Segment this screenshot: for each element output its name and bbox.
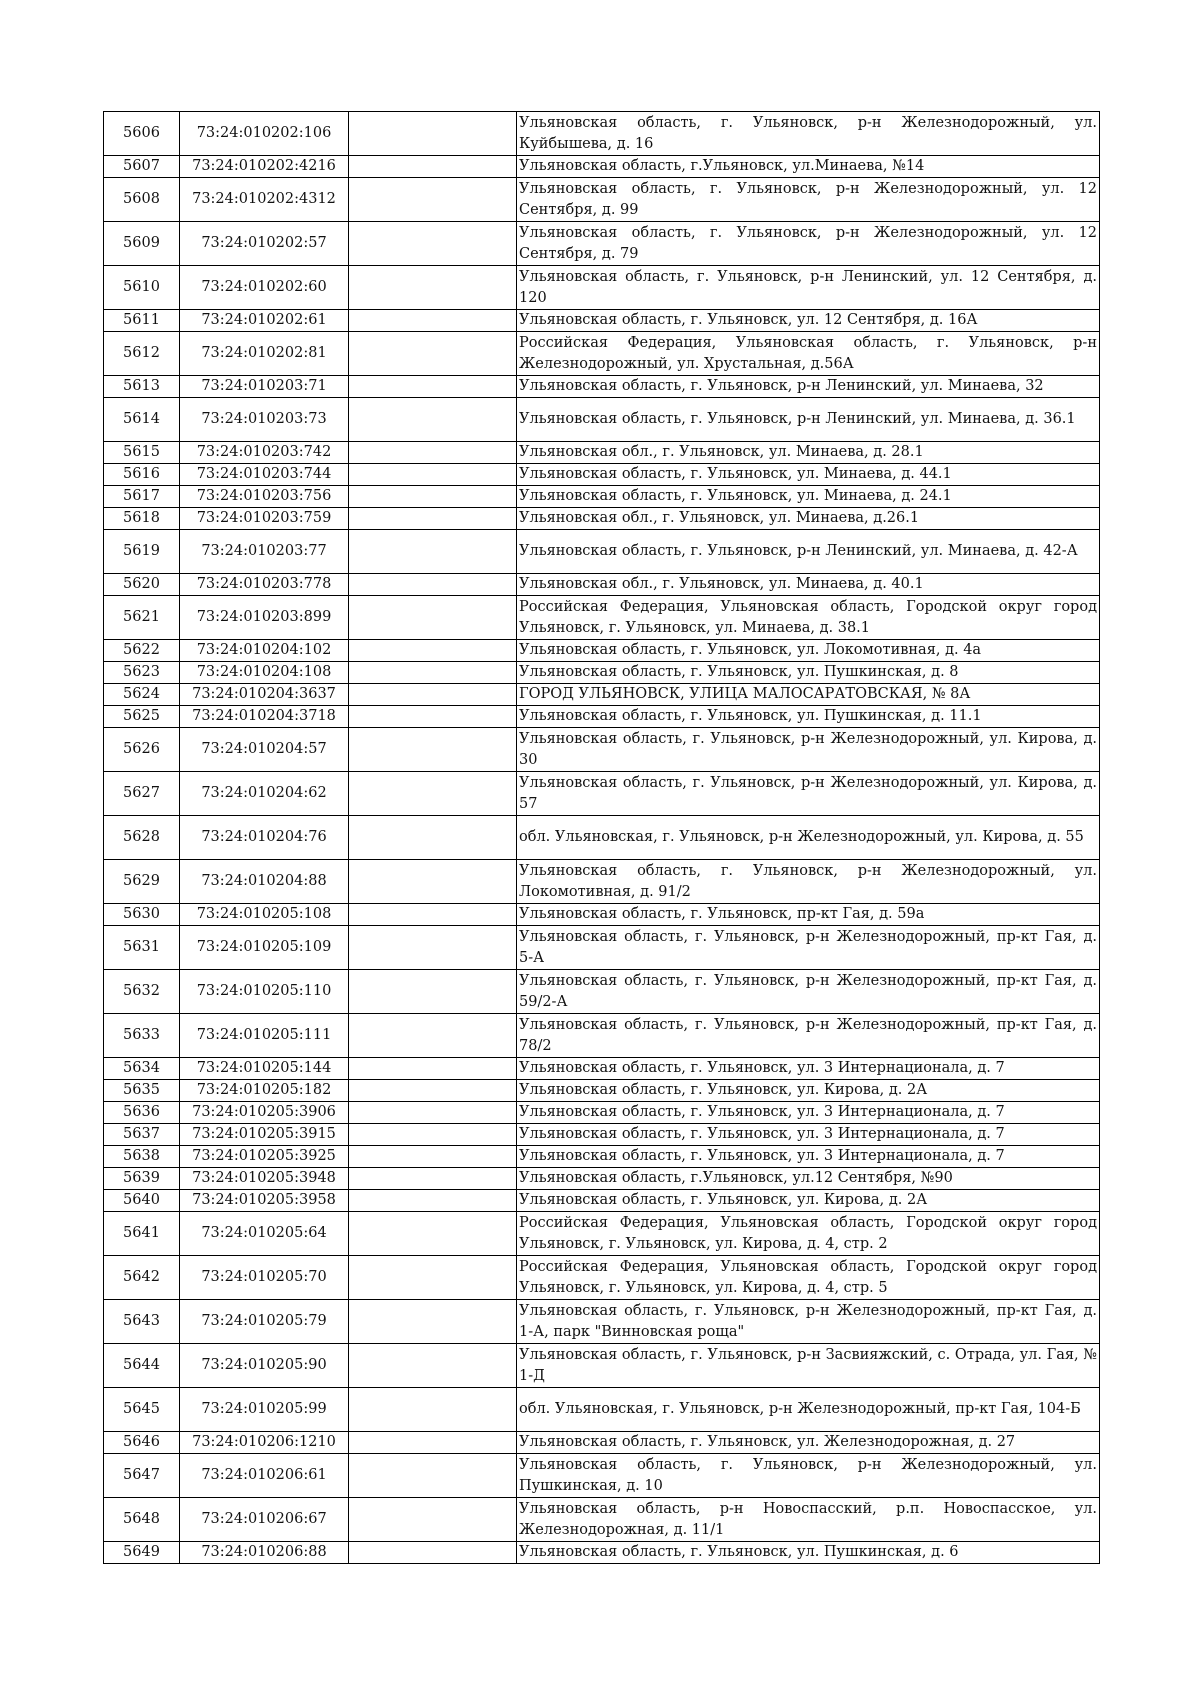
address-cell: Ульяновская область, г. Ульяновск, ул. Минаева, д. 24.1 xyxy=(517,486,1100,508)
empty-cell xyxy=(349,1542,517,1564)
address-cell: Ульяновская область, г.Ульяновск, ул.12 Сентября, №90 xyxy=(517,1168,1100,1190)
table-row xyxy=(104,1080,1100,1102)
table-row xyxy=(104,1256,1100,1300)
empty-cell xyxy=(349,332,517,376)
table-row xyxy=(104,816,1100,860)
address-cell: Ульяновская область, г. Ульяновск, ул. Кирова, д. 2А xyxy=(517,1190,1100,1212)
table-row xyxy=(104,970,1100,1014)
address-cell: Ульяновская область, г. Ульяновск, р-н Железнодорожный, пр-кт Гая, д. 1-А, парк "Винновская роща" xyxy=(517,1300,1100,1344)
row-number-cell: 5610 xyxy=(104,266,180,310)
cadastral-number-cell: 73:24:010205:109 xyxy=(180,926,349,970)
empty-cell xyxy=(349,398,517,442)
empty-cell xyxy=(349,926,517,970)
address-cell: Ульяновская область, г. Ульяновск, ул. Пушкинская, д. 11.1 xyxy=(517,706,1100,728)
cadastral-number-cell: 73:24:010204:3718 xyxy=(180,706,349,728)
address-cell: Ульяновская область, г. Ульяновск, ул. Железнодорожная, д. 27 xyxy=(517,1432,1100,1454)
cadastral-number-cell: 73:24:010206:88 xyxy=(180,1542,349,1564)
row-number-cell: 5636 xyxy=(104,1102,180,1124)
empty-cell xyxy=(349,1058,517,1080)
address-cell: Ульяновская область, г. Ульяновск, р-н Железнодорожный, ул. Локомотивная, д. 91/2 xyxy=(517,860,1100,904)
empty-cell xyxy=(349,1014,517,1058)
row-number-cell: 5617 xyxy=(104,486,180,508)
cadastral-number-cell: 73:24:010205:144 xyxy=(180,1058,349,1080)
row-number-cell: 5618 xyxy=(104,508,180,530)
cadastral-number-cell: 73:24:010204:76 xyxy=(180,816,349,860)
row-number-cell: 5643 xyxy=(104,1300,180,1344)
row-number-cell: 5627 xyxy=(104,772,180,816)
address-cell: ГОРОД УЛЬЯНОВСК, УЛИЦА МАЛОСАРАТОВСКАЯ, № 8А xyxy=(517,684,1100,706)
cadastral-number-cell: 73:24:010202:4216 xyxy=(180,156,349,178)
table-row xyxy=(104,662,1100,684)
row-number-cell: 5611 xyxy=(104,310,180,332)
empty-cell xyxy=(349,1124,517,1146)
cadastral-number-cell: 73:24:010205:70 xyxy=(180,1256,349,1300)
table-row xyxy=(104,728,1100,772)
cadastral-number-cell: 73:24:010204:102 xyxy=(180,640,349,662)
empty-cell xyxy=(349,816,517,860)
row-number-cell: 5619 xyxy=(104,530,180,574)
address-cell: Ульяновская область, г. Ульяновск, ул. 3 Интернационала, д. 7 xyxy=(517,1058,1100,1080)
empty-cell xyxy=(349,1102,517,1124)
table-row xyxy=(104,640,1100,662)
row-number-cell: 5608 xyxy=(104,178,180,222)
table-row xyxy=(104,596,1100,640)
row-number-cell: 5624 xyxy=(104,684,180,706)
cadastral-number-cell: 73:24:010205:182 xyxy=(180,1080,349,1102)
cadastral-number-cell: 73:24:010206:1210 xyxy=(180,1432,349,1454)
address-cell: Ульяновская область, г. Ульяновск, ул. Локомотивная, д. 4а xyxy=(517,640,1100,662)
row-number-cell: 5642 xyxy=(104,1256,180,1300)
row-number-cell: 5648 xyxy=(104,1498,180,1542)
address-cell: Ульяновская обл., г. Ульяновск, ул. Минаева, д. 40.1 xyxy=(517,574,1100,596)
empty-cell xyxy=(349,1080,517,1102)
row-number-cell: 5638 xyxy=(104,1146,180,1168)
row-number-cell: 5606 xyxy=(104,112,180,156)
table-row xyxy=(104,1146,1100,1168)
empty-cell xyxy=(349,266,517,310)
table-row xyxy=(104,222,1100,266)
table-row xyxy=(104,112,1100,156)
cadastral-number-cell: 73:24:010205:110 xyxy=(180,970,349,1014)
table-row xyxy=(104,508,1100,530)
row-number-cell: 5645 xyxy=(104,1388,180,1432)
table-row xyxy=(104,1388,1100,1432)
cadastral-number-cell: 73:24:010203:744 xyxy=(180,464,349,486)
row-number-cell: 5614 xyxy=(104,398,180,442)
empty-cell xyxy=(349,1168,517,1190)
address-cell: Ульяновская обл., г. Ульяновск, ул. Минаева, д.26.1 xyxy=(517,508,1100,530)
empty-cell xyxy=(349,574,517,596)
cadastral-number-cell: 73:24:010202:60 xyxy=(180,266,349,310)
cadastral-number-cell: 73:24:010205:108 xyxy=(180,904,349,926)
address-cell: Ульяновская область, г.Ульяновск, ул.Минаева, №14 xyxy=(517,156,1100,178)
table-row xyxy=(104,486,1100,508)
address-cell: Ульяновская область, г. Ульяновск, ул. Пушкинская, д. 8 xyxy=(517,662,1100,684)
table-row xyxy=(104,1432,1100,1454)
table-row xyxy=(104,156,1100,178)
cadastral-number-cell: 73:24:010204:88 xyxy=(180,860,349,904)
table-row xyxy=(104,904,1100,926)
address-cell: Ульяновская область, г. Ульяновск, р-н Ленинский, ул. Минаева, д. 36.1 xyxy=(517,398,1100,442)
table-row xyxy=(104,1454,1100,1498)
empty-cell xyxy=(349,376,517,398)
row-number-cell: 5641 xyxy=(104,1212,180,1256)
empty-cell xyxy=(349,684,517,706)
row-number-cell: 5635 xyxy=(104,1080,180,1102)
row-number-cell: 5639 xyxy=(104,1168,180,1190)
row-number-cell: 5625 xyxy=(104,706,180,728)
row-number-cell: 5646 xyxy=(104,1432,180,1454)
address-cell: обл. Ульяновская, г. Ульяновск, р-н Железнодорожный, ул. Кирова, д. 55 xyxy=(517,816,1100,860)
cadastral-number-cell: 73:24:010206:61 xyxy=(180,1454,349,1498)
address-cell: Российская Федерация, Ульяновская область, г. Ульяновск, р-н Железнодорожный, ул. Хрустальная, д.56А xyxy=(517,332,1100,376)
address-cell: Ульяновская область, г. Ульяновск, ул. 3 Интернационала, д. 7 xyxy=(517,1146,1100,1168)
cadastral-number-cell: 73:24:010204:108 xyxy=(180,662,349,684)
empty-cell xyxy=(349,178,517,222)
empty-cell xyxy=(349,596,517,640)
cadastral-number-cell: 73:24:010205:3948 xyxy=(180,1168,349,1190)
table-row xyxy=(104,860,1100,904)
row-number-cell: 5629 xyxy=(104,860,180,904)
empty-cell xyxy=(349,772,517,816)
row-number-cell: 5649 xyxy=(104,1542,180,1564)
empty-cell xyxy=(349,1388,517,1432)
empty-cell xyxy=(349,508,517,530)
empty-cell xyxy=(349,640,517,662)
table-row xyxy=(104,442,1100,464)
empty-cell xyxy=(349,1454,517,1498)
address-cell: Ульяновская область, г. Ульяновск, р-н Железнодорожный, ул. Кирова, д. 57 xyxy=(517,772,1100,816)
cadastral-number-cell: 73:24:010203:778 xyxy=(180,574,349,596)
address-cell: Ульяновская область, г. Ульяновск, ул. Кирова, д. 2А xyxy=(517,1080,1100,1102)
empty-cell xyxy=(349,1190,517,1212)
cadastral-number-cell: 73:24:010202:4312 xyxy=(180,178,349,222)
table-row xyxy=(104,1212,1100,1256)
empty-cell xyxy=(349,904,517,926)
address-cell: Ульяновская обл., г. Ульяновск, ул. Минаева, д. 28.1 xyxy=(517,442,1100,464)
cadastral-number-cell: 73:24:010204:57 xyxy=(180,728,349,772)
table-row xyxy=(104,1168,1100,1190)
address-cell: Ульяновская область, г. Ульяновск, р-н Железнодорожный, ул. Пушкинская, д. 10 xyxy=(517,1454,1100,1498)
table-row xyxy=(104,178,1100,222)
address-cell: Ульяновская область, г. Ульяновск, р-н Железнодорожный, ул. 12 Сентября, д. 99 xyxy=(517,178,1100,222)
row-number-cell: 5607 xyxy=(104,156,180,178)
cadastral-number-cell: 73:24:010205:3958 xyxy=(180,1190,349,1212)
table-row xyxy=(104,772,1100,816)
table-row xyxy=(104,574,1100,596)
cadastral-number-cell: 73:24:010205:99 xyxy=(180,1388,349,1432)
cadastral-number-cell: 73:24:010206:67 xyxy=(180,1498,349,1542)
row-number-cell: 5630 xyxy=(104,904,180,926)
empty-cell xyxy=(349,156,517,178)
cadastral-number-cell: 73:24:010205:111 xyxy=(180,1014,349,1058)
registry-table xyxy=(103,111,1100,1564)
table-row xyxy=(104,1190,1100,1212)
table-row xyxy=(104,926,1100,970)
row-number-cell: 5637 xyxy=(104,1124,180,1146)
empty-cell xyxy=(349,706,517,728)
table-row xyxy=(104,332,1100,376)
empty-cell xyxy=(349,1212,517,1256)
row-number-cell: 5647 xyxy=(104,1454,180,1498)
cadastral-number-cell: 73:24:010202:81 xyxy=(180,332,349,376)
address-cell: Ульяновская область, г. Ульяновск, пр-кт Гая, д. 59а xyxy=(517,904,1100,926)
table-row xyxy=(104,1102,1100,1124)
empty-cell xyxy=(349,970,517,1014)
empty-cell xyxy=(349,310,517,332)
empty-cell xyxy=(349,112,517,156)
table-row xyxy=(104,398,1100,442)
table-row xyxy=(104,1498,1100,1542)
cadastral-number-cell: 73:24:010203:77 xyxy=(180,530,349,574)
table-row xyxy=(104,684,1100,706)
table-row xyxy=(104,266,1100,310)
address-cell: Ульяновская область, г. Ульяновск, р-н Железнодорожный, пр-кт Гая, д. 78/2 xyxy=(517,1014,1100,1058)
table-row xyxy=(104,1124,1100,1146)
empty-cell xyxy=(349,1146,517,1168)
address-cell: Ульяновская область, г. Ульяновск, р-н Железнодорожный, пр-кт Гая, д. 5-А xyxy=(517,926,1100,970)
cadastral-number-cell: 73:24:010203:71 xyxy=(180,376,349,398)
empty-cell xyxy=(349,728,517,772)
address-cell: Ульяновская область, г. Ульяновск, р-н Ленинский, ул. Минаева, д. 42-А xyxy=(517,530,1100,574)
empty-cell xyxy=(349,1344,517,1388)
row-number-cell: 5612 xyxy=(104,332,180,376)
address-cell: Ульяновская область, г. Ульяновск, ул. 3 Интернационала, д. 7 xyxy=(517,1124,1100,1146)
address-cell: Российская Федерация, Ульяновская область, Городской округ город Ульяновск, г. Ульяновск, ул. Кирова, д. 4, стр. 2 xyxy=(517,1212,1100,1256)
cadastral-number-cell: 73:24:010205:3925 xyxy=(180,1146,349,1168)
cadastral-number-cell: 73:24:010203:899 xyxy=(180,596,349,640)
row-number-cell: 5620 xyxy=(104,574,180,596)
table-row xyxy=(104,1300,1100,1344)
table-row xyxy=(104,1014,1100,1058)
row-number-cell: 5623 xyxy=(104,662,180,684)
cadastral-number-cell: 73:24:010203:742 xyxy=(180,442,349,464)
table-row xyxy=(104,1344,1100,1388)
cadastral-number-cell: 73:24:010205:90 xyxy=(180,1344,349,1388)
row-number-cell: 5628 xyxy=(104,816,180,860)
cadastral-number-cell: 73:24:010203:759 xyxy=(180,508,349,530)
cadastral-number-cell: 73:24:010203:73 xyxy=(180,398,349,442)
address-cell: Российская Федерация, Ульяновская область, Городской округ город Ульяновск, г. Ульяновск, ул. Минаева, д. 38.1 xyxy=(517,596,1100,640)
address-cell: Ульяновская область, г. Ульяновск, р-н Засвияжский, с. Отрада, ул. Гая, № 1-Д xyxy=(517,1344,1100,1388)
row-number-cell: 5634 xyxy=(104,1058,180,1080)
table-row xyxy=(104,530,1100,574)
row-number-cell: 5615 xyxy=(104,442,180,464)
cadastral-number-cell: 73:24:010205:3906 xyxy=(180,1102,349,1124)
registry-table-body xyxy=(104,112,1100,1564)
address-cell: Ульяновская область, г. Ульяновск, р-н Ленинский, ул. 12 Сентября, д. 120 xyxy=(517,266,1100,310)
empty-cell xyxy=(349,662,517,684)
row-number-cell: 5644 xyxy=(104,1344,180,1388)
address-cell: Ульяновская область, р-н Новоспасский, р.п. Новоспасское, ул. Железнодорожная, д. 11/1 xyxy=(517,1498,1100,1542)
table-row xyxy=(104,376,1100,398)
table-row xyxy=(104,1542,1100,1564)
empty-cell xyxy=(349,464,517,486)
table-row xyxy=(104,310,1100,332)
table-row xyxy=(104,464,1100,486)
empty-cell xyxy=(349,442,517,464)
row-number-cell: 5609 xyxy=(104,222,180,266)
address-cell: Ульяновская область, г. Ульяновск, р-н Ленинский, ул. Минаева, 32 xyxy=(517,376,1100,398)
empty-cell xyxy=(349,1256,517,1300)
row-number-cell: 5613 xyxy=(104,376,180,398)
row-number-cell: 5640 xyxy=(104,1190,180,1212)
empty-cell xyxy=(349,222,517,266)
address-cell: Ульяновская область, г. Ульяновск, ул. Пушкинская, д. 6 xyxy=(517,1542,1100,1564)
empty-cell xyxy=(349,1300,517,1344)
cadastral-number-cell: 73:24:010202:57 xyxy=(180,222,349,266)
address-cell: обл. Ульяновская, г. Ульяновск, р-н Железнодорожный, пр-кт Гая, 104-Б xyxy=(517,1388,1100,1432)
address-cell: Ульяновская область, г. Ульяновск, ул. 12 Сентября, д. 16А xyxy=(517,310,1100,332)
row-number-cell: 5616 xyxy=(104,464,180,486)
row-number-cell: 5622 xyxy=(104,640,180,662)
address-cell: Ульяновская область, г. Ульяновск, р-н Железнодорожный, ул. Куйбышева, д. 16 xyxy=(517,112,1100,156)
row-number-cell: 5621 xyxy=(104,596,180,640)
row-number-cell: 5626 xyxy=(104,728,180,772)
cadastral-number-cell: 73:24:010205:64 xyxy=(180,1212,349,1256)
cadastral-number-cell: 73:24:010202:61 xyxy=(180,310,349,332)
table-row xyxy=(104,1058,1100,1080)
empty-cell xyxy=(349,530,517,574)
address-cell: Российская Федерация, Ульяновская область, Городской округ город Ульяновск, г. Ульяновск, ул. Кирова, д. 4, стр. 5 xyxy=(517,1256,1100,1300)
row-number-cell: 5631 xyxy=(104,926,180,970)
address-cell: Ульяновская область, г. Ульяновск, ул. 3 Интернационала, д. 7 xyxy=(517,1102,1100,1124)
empty-cell xyxy=(349,860,517,904)
cadastral-number-cell: 73:24:010202:106 xyxy=(180,112,349,156)
empty-cell xyxy=(349,486,517,508)
address-cell: Ульяновская область, г. Ульяновск, р-н Железнодорожный, пр-кт Гая, д. 59/2-А xyxy=(517,970,1100,1014)
cadastral-number-cell: 73:24:010205:3915 xyxy=(180,1124,349,1146)
row-number-cell: 5633 xyxy=(104,1014,180,1058)
address-cell: Ульяновская область, г. Ульяновск, ул. Минаева, д. 44.1 xyxy=(517,464,1100,486)
cadastral-number-cell: 73:24:010205:79 xyxy=(180,1300,349,1344)
table-row xyxy=(104,706,1100,728)
empty-cell xyxy=(349,1498,517,1542)
address-cell: Ульяновская область, г. Ульяновск, р-н Железнодорожный, ул. 12 Сентября, д. 79 xyxy=(517,222,1100,266)
row-number-cell: 5632 xyxy=(104,970,180,1014)
cadastral-number-cell: 73:24:010204:62 xyxy=(180,772,349,816)
address-cell: Ульяновская область, г. Ульяновск, р-н Железнодорожный, ул. Кирова, д. 30 xyxy=(517,728,1100,772)
empty-cell xyxy=(349,1432,517,1454)
cadastral-number-cell: 73:24:010203:756 xyxy=(180,486,349,508)
cadastral-number-cell: 73:24:010204:3637 xyxy=(180,684,349,706)
